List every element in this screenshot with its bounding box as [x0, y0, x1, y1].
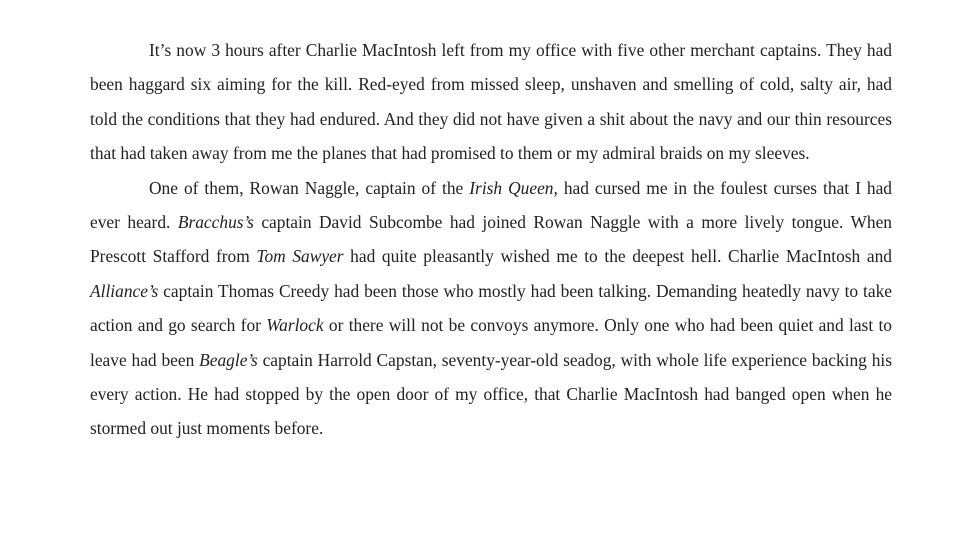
body-text	[90, 33, 892, 446]
paragraph-1	[90, 33, 892, 171]
ship-name-alliance: Alliance’s	[90, 280, 159, 301]
ship-name-tom-sawyer: Tom Sawyer	[256, 246, 344, 267]
paragraph-2-text-3: captain David Subcombe had joined Rowan Naggle with a more lively tongue. When Prescott Stafford from	[90, 212, 893, 267]
ship-name-bracchus: Bracchus’s	[177, 212, 254, 233]
paragraph-2-text-5: captain Thomas Creedy had been those who mostly had been talking. Demanding heatedly navy to take action and go search for	[90, 280, 892, 336]
ship-name-warlock: Warlock	[266, 315, 324, 336]
paragraph-2-text-2: had cursed me in the foulest curses that I had ever heard.	[90, 177, 893, 233]
paragraph-2-text-4: had quite pleasantly wished me to the deepest hell. Charlie MacIntosh and	[343, 246, 892, 267]
ship-name-beagle: Beagle’s	[199, 349, 258, 370]
paragraph-2	[90, 171, 892, 446]
paragraph-2-text-1: One of them, Rowan Naggle, captain of the	[149, 177, 470, 198]
ship-name-irish-queen: Irish Queen,	[469, 177, 558, 198]
paragraph-2-text-6: or there will not be convoys anymore. Only one who had been quiet and last to leave had been	[90, 315, 892, 370]
paragraph-2-text-7: captain Harrold Capstan, seventy-year-old seadog, with whole life experience backing his every action. He had stopped by the open door of my office, that Charlie MacIntosh had banged open when he stormed out just moments before.	[90, 349, 893, 439]
paragraph-1-text: It’s now 3 hours after Charlie MacIntosh left from my office with five other merchant captains. They had been haggard six aiming for the kill. Red-eyed from missed sleep, unshaven and smelling of cold, salty air, had told the conditions that they had endured. And they did not have given a shit about the navy and our thin resources that had taken away from me the planes that had promised to them or my admiral braids on my sleeves.	[90, 40, 892, 164]
